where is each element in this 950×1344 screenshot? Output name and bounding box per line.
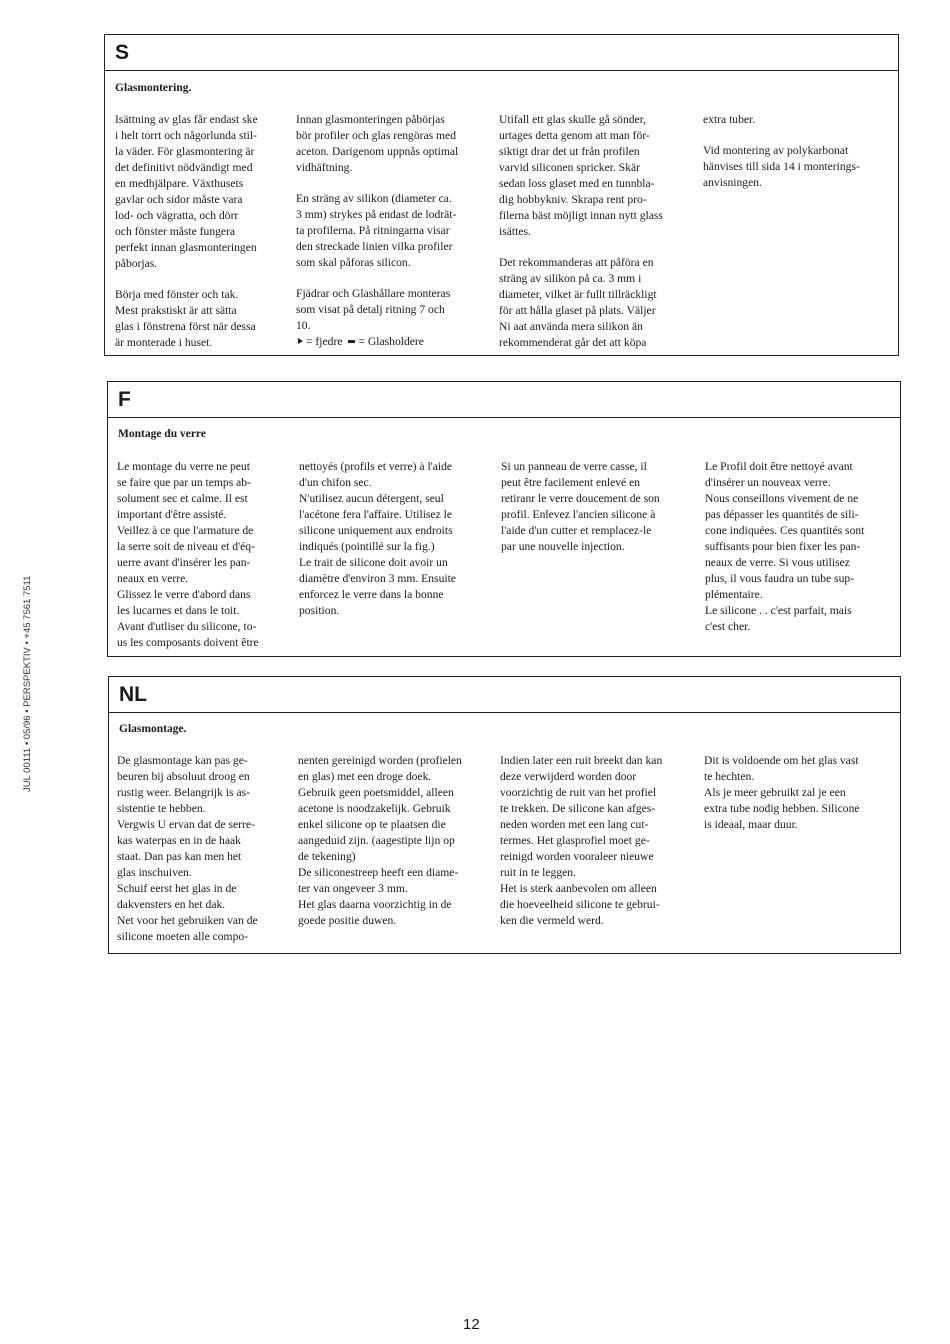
text-line: ruit in te leggen. bbox=[500, 866, 576, 879]
text-line: Avant d'utliser du silicone, to- bbox=[117, 620, 257, 633]
section-title: Glasmontage. bbox=[119, 723, 187, 735]
paragraph bbox=[703, 143, 899, 191]
text-column bbox=[117, 753, 313, 945]
text-line: la väder. För glasmontering är bbox=[115, 145, 255, 158]
text-line: profil. Enlevez l'ancien silicone à bbox=[501, 508, 656, 521]
text-line: enkel silicone op te plaatsen die bbox=[298, 818, 446, 831]
text-line: De siliconestreep heeft een diame- bbox=[298, 866, 459, 879]
text-column bbox=[705, 459, 901, 635]
section-s bbox=[104, 34, 899, 356]
paragraph bbox=[296, 191, 492, 271]
paragraph bbox=[705, 459, 901, 635]
text-line: hänvises till sida 14 i monterings- bbox=[703, 160, 860, 173]
text-line: isättes. bbox=[499, 225, 531, 238]
text-line: för att hålla glaset på plats. Väljer bbox=[499, 304, 656, 317]
text-line: Indien later een ruit breekt dan kan bbox=[500, 754, 663, 767]
paragraph bbox=[500, 753, 696, 929]
text-line: us les composants doivent être bbox=[117, 636, 259, 649]
text-line: pas dépasser les quantités de sili- bbox=[705, 508, 859, 521]
paragraph bbox=[117, 459, 313, 651]
paragraph bbox=[703, 112, 899, 128]
text-line: sedan loss glaset med en tunnbla- bbox=[499, 177, 655, 190]
legend-holder: = Glasholdere bbox=[358, 335, 424, 348]
text-column bbox=[117, 459, 313, 651]
text-line: i helt torrt och någorlunda stil- bbox=[115, 129, 257, 142]
text-line: silicone uniquement aux endroits bbox=[299, 524, 453, 537]
text-line: 10. bbox=[296, 319, 311, 332]
text-line: vidhäftning. bbox=[296, 161, 353, 174]
text-line: reinigd worden vooraleer nieuwe bbox=[500, 850, 654, 863]
paragraph bbox=[499, 112, 695, 240]
text-line: peut être facilement enlevé en bbox=[501, 476, 641, 489]
text-line: Isättning av glas får endast ske bbox=[115, 113, 258, 126]
text-line: Le Profil doit être nettoyé avant bbox=[705, 460, 853, 473]
text-line: Ni aat använda mera silikon än bbox=[499, 320, 643, 333]
section-code: F bbox=[108, 382, 900, 418]
paragraph bbox=[499, 255, 695, 351]
text-line: Det rekommanderas att påföra en bbox=[499, 256, 654, 269]
paragraph bbox=[299, 459, 495, 619]
text-line: Utifall ett glas skulle gå sönder, bbox=[499, 113, 646, 126]
section-f bbox=[107, 381, 901, 657]
text-line: d'un chifon sec. bbox=[299, 476, 372, 489]
text-line: retiranr le verre doucement de son bbox=[501, 492, 660, 505]
text-line: ken die vermeld werd. bbox=[500, 914, 604, 927]
text-line: är monterade i huset. bbox=[115, 336, 213, 349]
text-line: bör profiler och glas rengöras med bbox=[296, 129, 457, 142]
text-line: varvid siliconen spricker. Skär bbox=[499, 161, 641, 174]
paragraph bbox=[296, 112, 492, 176]
section-title: Glasmontering. bbox=[115, 82, 192, 94]
text-line: En sträng av silikon (diameter ca. bbox=[296, 192, 452, 205]
text-line: extra tuber. bbox=[703, 113, 756, 126]
text-line: plus, il vous faudra un tube sup- bbox=[705, 572, 855, 585]
text-line: kas waterpas en in de haak bbox=[117, 834, 241, 847]
text-line: Le trait de silicone doit avoir un bbox=[299, 556, 448, 569]
text-line: siktigt drar det ut från profilen bbox=[499, 145, 640, 158]
text-line: beuren bij absoluut droog en bbox=[117, 770, 250, 783]
paragraph bbox=[117, 753, 313, 945]
text-line: important d'être assisté. bbox=[117, 508, 227, 521]
text-line: se faire que par un temps ab- bbox=[117, 476, 251, 489]
text-line: solument sec et calme. Il est bbox=[117, 492, 248, 505]
holder-marker-icon bbox=[348, 340, 355, 343]
text-line: uerre avant d'insérer les pan- bbox=[117, 556, 251, 569]
text-column bbox=[299, 459, 495, 619]
text-line: acetone is noodzakelijk. Gebruik bbox=[298, 802, 451, 815]
text-line: Het is sterk aanbevolen om alleen bbox=[500, 882, 657, 895]
text-line: den streckade linien vilka profiler bbox=[296, 240, 453, 253]
text-line: rekommenderat går det att köpa bbox=[499, 336, 647, 349]
paragraph bbox=[115, 112, 311, 272]
text-column bbox=[501, 459, 697, 555]
text-line: Innan glasmonteringen påbörjas bbox=[296, 113, 445, 126]
text-line: Het glas daarna voorzichtig in de bbox=[298, 898, 452, 911]
text-line: Si un panneau de verre casse, il bbox=[501, 460, 647, 473]
text-line: la serre soit de niveau et d'éq- bbox=[117, 540, 255, 553]
paragraph bbox=[501, 459, 697, 555]
section-title: Montage du verre bbox=[118, 428, 206, 440]
text-column bbox=[115, 112, 311, 351]
text-line: position. bbox=[299, 604, 340, 617]
text-line: silicone moeten alle compo- bbox=[117, 930, 249, 943]
text-line: perfekt innan glasmonteringen bbox=[115, 241, 257, 254]
text-line: Nous conseillons vivement de ne bbox=[705, 492, 859, 505]
text-line: indiqués (pointillé sur la fig.) bbox=[299, 540, 435, 553]
text-line: neaux en verre. bbox=[117, 572, 189, 585]
paragraph bbox=[704, 753, 900, 833]
text-line: goede positie duwen. bbox=[298, 914, 397, 927]
text-line: l'acétone fera l'affaire. Utilisez le bbox=[299, 508, 452, 521]
text-line: en glas) met een droge doek. bbox=[298, 770, 432, 783]
text-line: 3 mm) strykes på endast de lodrät- bbox=[296, 208, 457, 221]
text-line: dakvensters en het dak. bbox=[117, 898, 226, 911]
text-line: gavlar och sidor måste vara bbox=[115, 193, 243, 206]
text-line: som skal påforas silicon. bbox=[296, 256, 411, 269]
text-column bbox=[500, 753, 696, 929]
text-line: suffisants pour bien fixer les pan- bbox=[705, 540, 861, 553]
text-line: neaux de verre. Si vous utilisez bbox=[705, 556, 850, 569]
text-line: aangeduid zijn. (aagestipte lijn op bbox=[298, 834, 455, 847]
legend-spring: = fjedre bbox=[306, 335, 343, 348]
text-line: les lucarnes et dans le toit. bbox=[117, 604, 240, 617]
text-line: Glissez le verre d'abord dans bbox=[117, 588, 251, 601]
text-line: diamètre d'environ 3 mm. Ensuite bbox=[299, 572, 456, 585]
paragraph bbox=[296, 286, 492, 334]
page-number: 12 bbox=[463, 1316, 480, 1333]
text-line: Schuif eerst het glas in de bbox=[117, 882, 237, 895]
text-line: d'insérer un nouveax verre. bbox=[705, 476, 831, 489]
text-line: enforcez le verre dans la bonne bbox=[299, 588, 444, 601]
text-line: anvisningen. bbox=[703, 176, 762, 189]
text-column bbox=[499, 112, 695, 351]
section-code: S bbox=[105, 35, 898, 71]
text-line: ter van ongeveer 3 mm. bbox=[298, 882, 408, 895]
section-code: NL bbox=[109, 677, 900, 713]
paragraph bbox=[298, 753, 494, 929]
text-line: sistentie te hebben. bbox=[117, 802, 206, 815]
text-line: diameter, vilket är fullt tillräckligt bbox=[499, 288, 657, 301]
text-line: voorzichtig de ruit van het profiel bbox=[500, 786, 657, 799]
text-line: filerna bäst möjligt innan nytt glass bbox=[499, 209, 663, 222]
text-line: is ideaal, maar duur. bbox=[704, 818, 798, 831]
text-line: dig hobbykniv. Skrapa rent pro- bbox=[499, 193, 647, 206]
text-line: Gebruik geen poetsmiddel, alleen bbox=[298, 786, 454, 799]
text-line: te trekken. De silicone kan afges- bbox=[500, 802, 656, 815]
text-line: termes. Het glasprofiel moet ge- bbox=[500, 834, 650, 847]
text-line: Fjädrar och Glashållare monteras bbox=[296, 287, 451, 300]
text-line: sträng av silikon på ca. 3 mm i bbox=[499, 272, 642, 285]
text-line: cone indiquées. Ces quantités sont bbox=[705, 524, 865, 537]
text-line: Le silicone . . c'est parfait, mais bbox=[705, 604, 852, 617]
side-code: JUL 00111 • 05/96 • PERSPEKTIV • +45 7561 7511 bbox=[22, 575, 33, 792]
text-line: extra tube nodig hebben. Silicone bbox=[704, 802, 860, 815]
text-line: ta profilerna. På ritningarna visar bbox=[296, 224, 450, 237]
text-line: die hoeveelheid silicone te gebrui- bbox=[500, 898, 660, 911]
section-nl bbox=[108, 676, 901, 954]
text-line: det definitivt nödvändigt med bbox=[115, 161, 253, 174]
text-line: N'utilisez aucun détergent, seul bbox=[299, 492, 444, 505]
text-line: De glasmontage kan pas ge- bbox=[117, 754, 248, 767]
text-line: som visat på detalj ritning 7 och bbox=[296, 303, 445, 316]
text-line: Vergwis U ervan dat de serre- bbox=[117, 818, 255, 831]
legend bbox=[296, 334, 492, 350]
text-line: en medhjälpare. Växthusets bbox=[115, 177, 244, 190]
text-line: glas i fönstrena först när dessa bbox=[115, 320, 256, 333]
text-line: påborjas. bbox=[115, 257, 158, 270]
text-line: Vid montering av polykarbonat bbox=[703, 144, 849, 157]
text-line: och fönster måste fungera bbox=[115, 225, 236, 238]
spring-marker-icon bbox=[298, 338, 303, 344]
text-column bbox=[703, 112, 899, 191]
text-line: te hechten. bbox=[704, 770, 755, 783]
text-line: Le montage du verre ne peut bbox=[117, 460, 250, 473]
text-line: glas inschuiven. bbox=[117, 866, 192, 879]
text-line: lod- och vägratta, och dörr bbox=[115, 209, 239, 222]
text-line: l'aide d'un cutter et remplacez-le bbox=[501, 524, 652, 537]
text-line: urtages detta genom att man för- bbox=[499, 129, 650, 142]
text-line: Veillez à ce que l'armature de bbox=[117, 524, 254, 537]
text-line: Börja med fönster och tak. bbox=[115, 288, 239, 301]
text-line: Mest prakstiskt är att sätta bbox=[115, 304, 237, 317]
text-line: nettoyés (profils et verre) à l'aide bbox=[299, 460, 453, 473]
text-line: c'est cher. bbox=[705, 620, 751, 633]
text-column bbox=[296, 112, 492, 350]
text-line: Als je meer gebruikt zal je een bbox=[704, 786, 846, 799]
text-column bbox=[704, 753, 900, 833]
text-line: de tekening) bbox=[298, 850, 356, 863]
text-line: nenten gereinigd worden (profielen bbox=[298, 754, 462, 767]
text-line: Net voor het gebruiken van de bbox=[117, 914, 258, 927]
text-line: Dit is voldoende om het glas vast bbox=[704, 754, 859, 767]
text-line: plémentaire. bbox=[705, 588, 763, 601]
text-line: deze verwijderd worden door bbox=[500, 770, 637, 783]
text-line: neden worden met een lang cut- bbox=[500, 818, 649, 831]
text-column bbox=[298, 753, 494, 929]
text-line: rustig weer. Belangrijk is as- bbox=[117, 786, 250, 799]
text-line: aceton. Darigenom uppnås optimal bbox=[296, 145, 459, 158]
paragraph bbox=[115, 287, 311, 351]
text-line: staat. Dan pas kan men het bbox=[117, 850, 242, 863]
text-line: par une nouvelle injection. bbox=[501, 540, 625, 553]
